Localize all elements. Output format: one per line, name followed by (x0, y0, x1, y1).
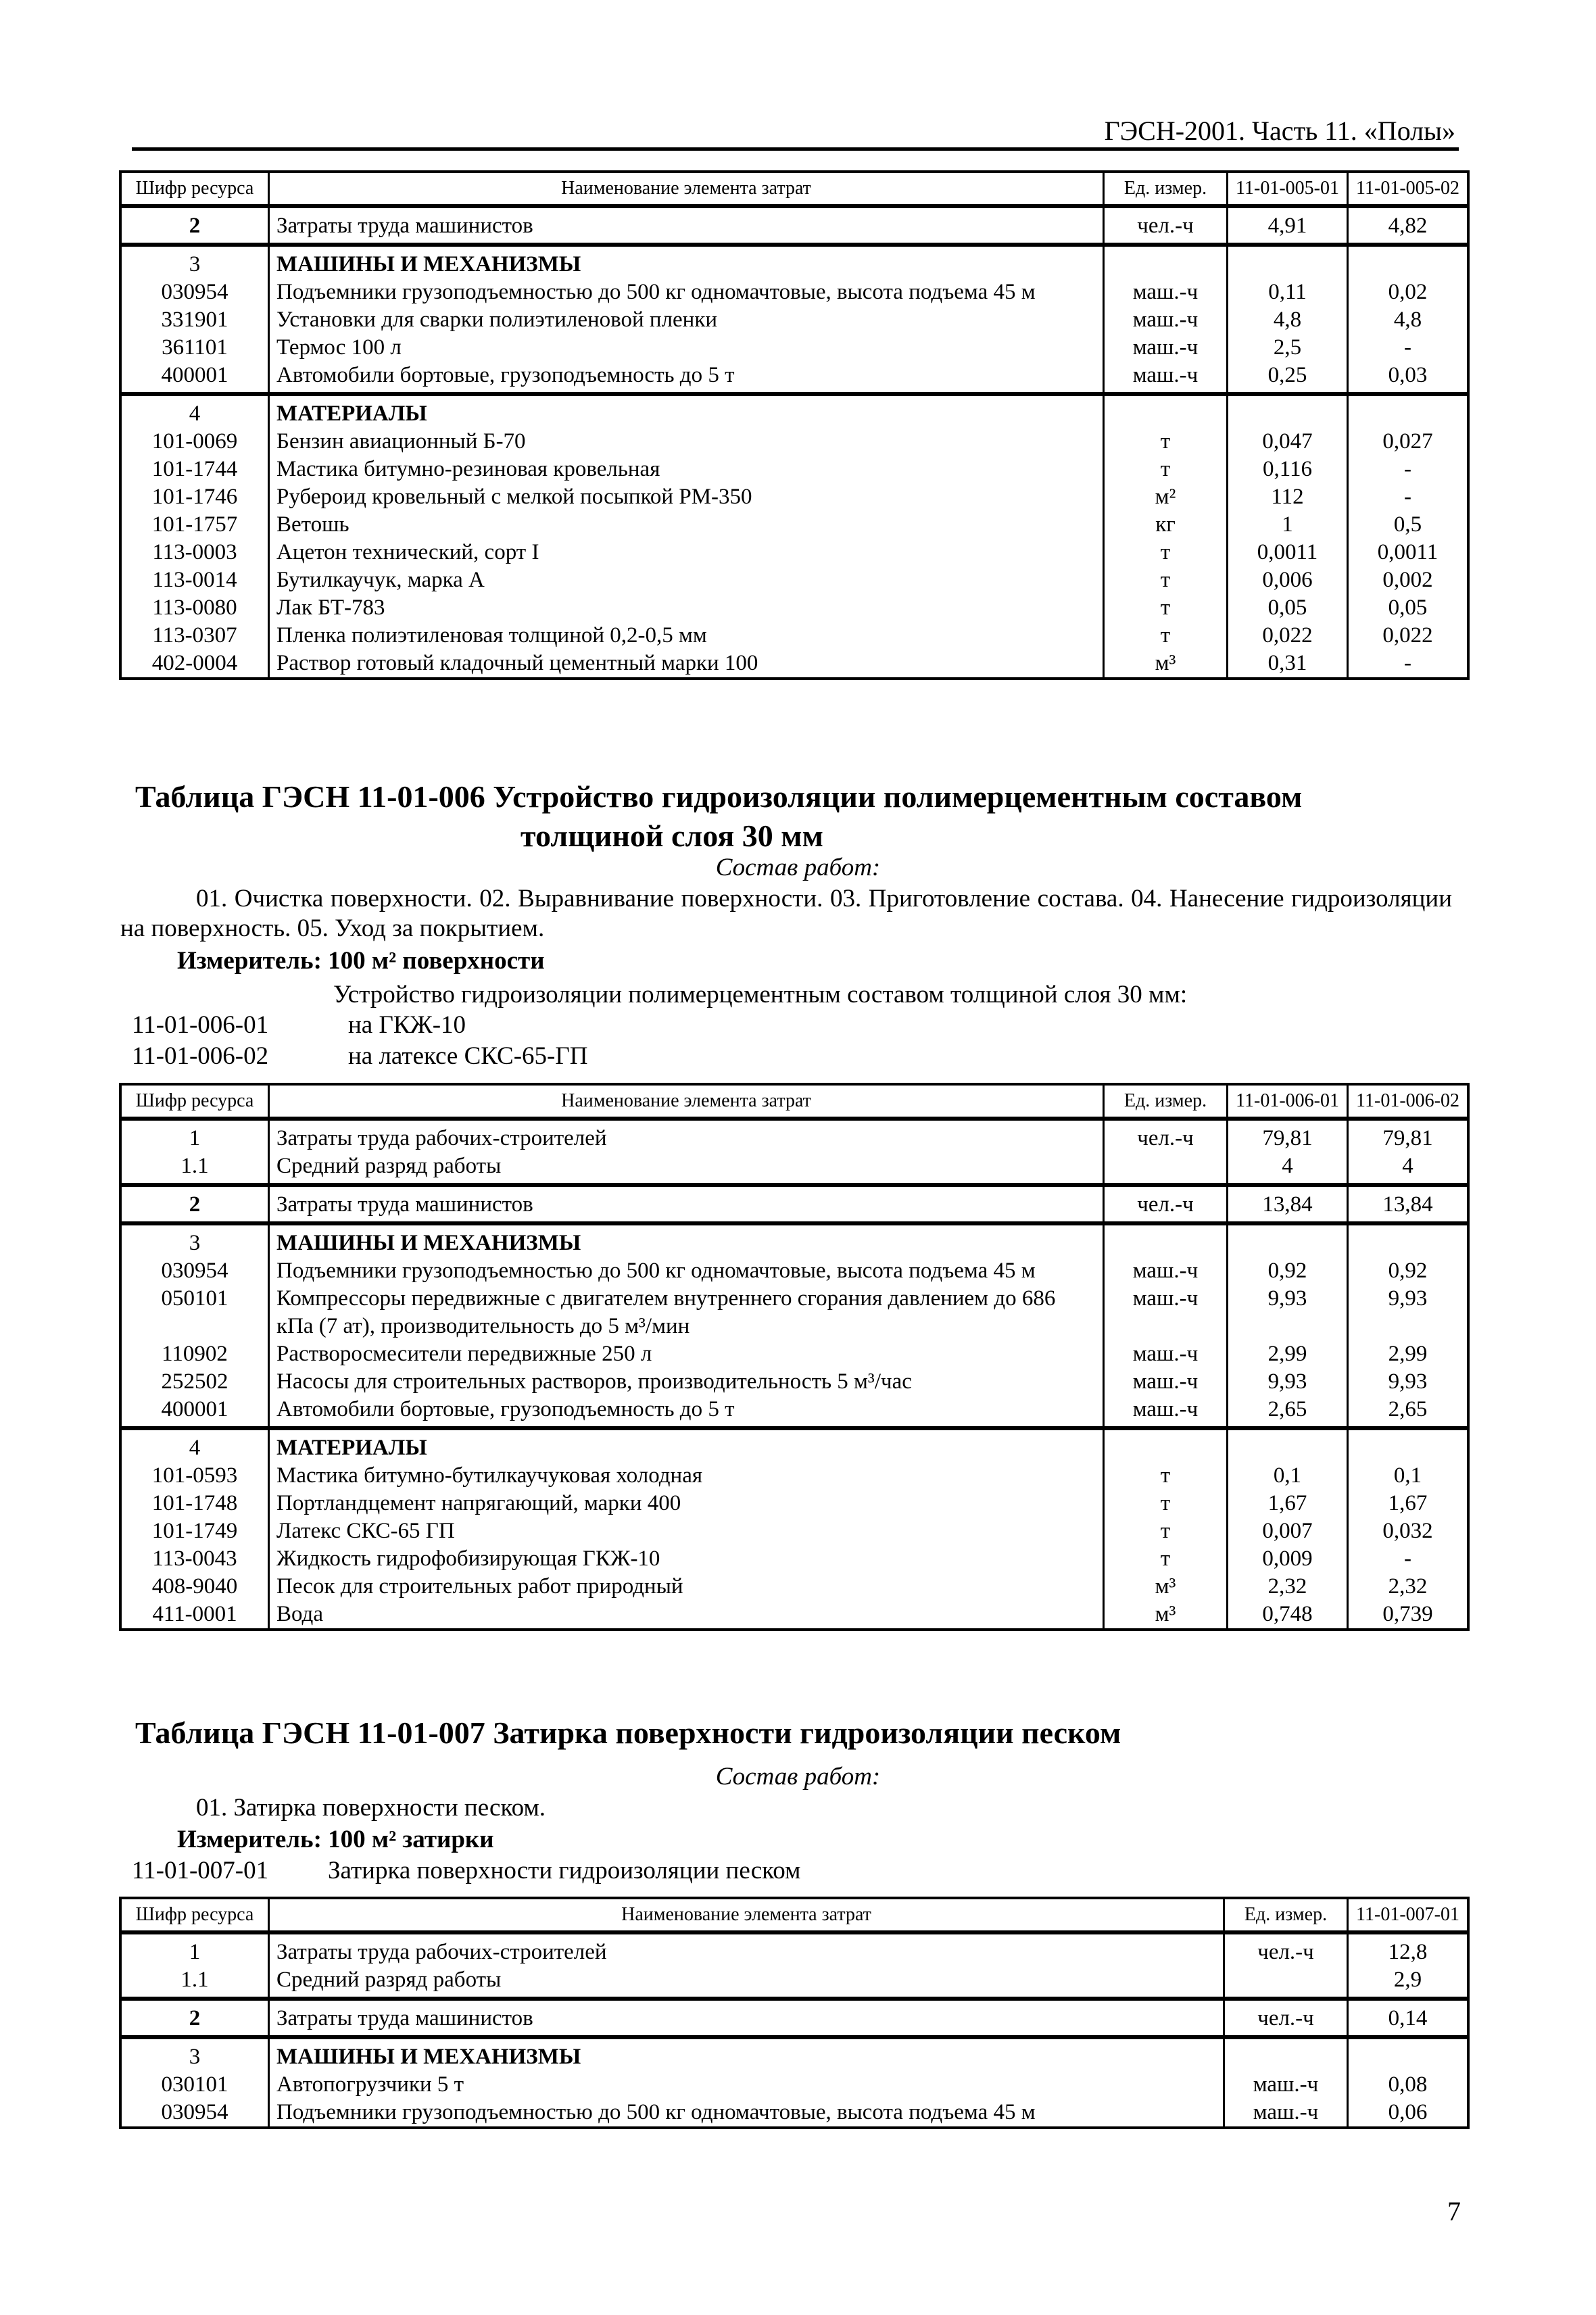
variant-row (132, 1042, 587, 1071)
col-header-unit: Ед. измер. (1224, 1898, 1348, 1932)
cell-code: 4 (120, 1428, 269, 1462)
cell-v2: 0,0011 (1348, 539, 1469, 566)
cell-v1: 0,31 (1228, 650, 1348, 679)
table-row (120, 594, 1468, 622)
cell-v1: 0,009 (1228, 1545, 1348, 1573)
cell-name: Автопогрузчики 5 т (269, 2071, 1224, 2099)
cell-v2: 2,65 (1348, 1396, 1469, 1428)
cell-v2: - (1348, 650, 1469, 679)
variant-label: Затирка поверхности гидроизоляции песком (328, 1857, 801, 1884)
works-description (120, 884, 1452, 944)
cell-name: МАТЕРИАЛЫ (269, 1428, 1104, 1462)
cell-code: 331901 (120, 306, 269, 334)
cell-v2: - (1348, 456, 1469, 483)
cell-v2: 9,93 (1348, 1285, 1469, 1340)
col-header-v2: 11-01-006-02 (1348, 1084, 1469, 1119)
cell-code: 113-0043 (120, 1545, 269, 1573)
cell-code: 101-1748 (120, 1490, 269, 1517)
cell-code: 113-0307 (120, 622, 269, 650)
cell-v1: 0,05 (1228, 594, 1348, 622)
cell-v2: 4,82 (1348, 206, 1469, 245)
works-text: 01. Затирка поверхности песком. (196, 1794, 546, 1822)
cell-v1: 0,11 (1228, 278, 1348, 306)
cell-unit: т (1104, 1462, 1228, 1490)
table-row (120, 2071, 1468, 2099)
cell-name: Лак БТ-783 (269, 594, 1104, 622)
col-header-code: Шифр ресурса (120, 172, 269, 206)
col-header-v2: 11-01-005-02 (1348, 172, 1469, 206)
cell-unit: т (1104, 594, 1228, 622)
cell-name: Мастика битумно-бутилкаучуковая холодная (269, 1462, 1104, 1490)
cell-code: 361101 (120, 334, 269, 362)
table-row (120, 1257, 1468, 1285)
cell-unit (1224, 1966, 1348, 1999)
works-label: Состав работ: (715, 854, 881, 881)
cell-name: Песок для строительных работ природный (269, 1573, 1104, 1601)
header-rule (132, 147, 1459, 151)
cell-unit: маш.-ч (1104, 278, 1228, 306)
table-row (120, 1340, 1468, 1368)
table-row (120, 278, 1468, 306)
table-row (120, 1517, 1468, 1545)
cell-v1: 0,92 (1228, 1257, 1348, 1285)
cell-name: Раствор готовый кладочный цементный марки 100 (269, 650, 1104, 679)
cell-v2: - (1348, 1545, 1469, 1573)
cell-code: 030954 (120, 2099, 269, 2128)
cell-unit: маш.-ч (1104, 1368, 1228, 1396)
cell-v2: 0,022 (1348, 622, 1469, 650)
cell-name: МАШИНЫ И МЕХАНИЗМЫ (269, 2037, 1224, 2071)
cell-name: Жидкость гидрофобизирующая ГКЖ-10 (269, 1545, 1104, 1573)
works-text: 01. Очистка поверхности. 02. Выравнивание поверхности. 03. Приготовление состава. 04. Нанесение гидроизоляции на поверхность. 05. Уход за покрытием. (120, 885, 1452, 942)
cell-unit: кг (1104, 511, 1228, 539)
table-row (120, 456, 1468, 483)
cell-code: 2 (120, 206, 269, 245)
cell-unit: маш.-ч (1224, 2099, 1348, 2128)
works-label: Состав работ: (715, 1763, 881, 1790)
table-row (120, 334, 1468, 362)
running-head: ГЭСН-2001. Часть 11. «Полы» (1104, 116, 1455, 146)
group-row-materials (120, 394, 1468, 428)
cell-v1: 1,67 (1228, 1490, 1348, 1517)
cell-code: 402-0004 (120, 650, 269, 679)
table-row (120, 306, 1468, 334)
cell-name: Подъемники грузоподъемностью до 500 кг одномачтовые, высота подъема 45 м (269, 278, 1104, 306)
cell-name: Автомобили бортовые, грузоподъемность до 5 т (269, 362, 1104, 394)
cell-v2: - (1348, 483, 1469, 511)
cell-name: Компрессоры передвижные с двигателем внутреннего сгорания давлением до 686 кПа (7 ат), производительность до 5 м³/мин (269, 1285, 1104, 1340)
cell-name: Насосы для строительных растворов, производительность 5 м³/час (269, 1368, 1104, 1396)
col-header-code: Шифр ресурса (120, 1898, 269, 1932)
cell-name: Средний разряд работы (269, 1152, 1104, 1185)
table-row (120, 1462, 1468, 1490)
table-row (120, 2099, 1468, 2128)
cell-v2: 0,002 (1348, 566, 1469, 594)
cell-name: Затраты труда рабочих-строителей (269, 1932, 1224, 1966)
cell-name: Ветошь (269, 511, 1104, 539)
table-row (120, 1285, 1468, 1340)
cell-v1: 2,32 (1228, 1573, 1348, 1601)
variant-code: 11-01-006-02 (132, 1042, 269, 1070)
cell-code: 252502 (120, 1368, 269, 1396)
col-header-v1: 11-01-006-01 (1228, 1084, 1348, 1119)
variant-label: на ГКЖ-10 (348, 1011, 466, 1039)
cell-v2: 0,739 (1348, 1601, 1469, 1630)
cell-v2: 0,05 (1348, 594, 1469, 622)
table-row (120, 428, 1468, 456)
cell-v1: 4,91 (1228, 206, 1348, 245)
cell-name: Мастика битумно-резиновая кровельная (269, 456, 1104, 483)
cell-name: Подъемники грузоподъемностью до 500 кг одномачтовые, высота подъема 45 м (269, 1257, 1104, 1285)
measure-unit: Измеритель: 100 м² поверхности (177, 947, 545, 975)
cell-v2: - (1348, 334, 1469, 362)
page-number: 7 (1447, 2196, 1461, 2226)
cell-v2: 2,32 (1348, 1573, 1469, 1601)
cell-unit: чел.-ч (1104, 1185, 1228, 1223)
cell-code: 101-0069 (120, 428, 269, 456)
variant-code: 11-01-006-01 (132, 1011, 269, 1039)
cell-v2: 0,02 (1348, 278, 1469, 306)
table-row (120, 1152, 1468, 1185)
cell-unit (1104, 1152, 1228, 1185)
cell-v1: 112 (1228, 483, 1348, 511)
cell-code: 1 (120, 1932, 269, 1966)
cell-code: 101-1746 (120, 483, 269, 511)
cell-name: Затраты труда машинистов (269, 1999, 1224, 2037)
cell-name: МАШИНЫ И МЕХАНИЗМЫ (269, 1223, 1104, 1257)
cell-v1: 0,047 (1228, 428, 1348, 456)
group-row-machines (120, 1223, 1468, 1257)
cell-code: 2 (120, 1185, 269, 1223)
cell-unit: маш.-ч (1104, 362, 1228, 394)
cell-code: 113-0014 (120, 566, 269, 594)
cell-name: Термос 100 л (269, 334, 1104, 362)
cell-v1: 0,06 (1348, 2099, 1469, 2128)
cell-v2: 1,67 (1348, 1490, 1469, 1517)
cell-v1: 13,84 (1228, 1185, 1348, 1223)
cell-code: 408-9040 (120, 1573, 269, 1601)
cell-unit: т (1104, 622, 1228, 650)
table-row (120, 1185, 1468, 1223)
title-line-2: толщиной слоя 30 мм (521, 819, 823, 853)
cell-name: Средний разряд работы (269, 1966, 1224, 1999)
cell-unit: т (1104, 428, 1228, 456)
cell-code: 101-1749 (120, 1517, 269, 1545)
variant-code: 11-01-007-01 (132, 1857, 269, 1884)
cell-v1: 0,14 (1348, 1999, 1469, 2037)
cell-unit: т (1104, 1545, 1228, 1573)
cell-v1: 0,022 (1228, 622, 1348, 650)
cell-unit: т (1104, 1490, 1228, 1517)
cell-unit: маш.-ч (1104, 1285, 1228, 1340)
cell-code: 113-0080 (120, 594, 269, 622)
table-11-01-005 (119, 170, 1470, 680)
cell-name: Бензин авиационный Б-70 (269, 428, 1104, 456)
table-row (120, 206, 1468, 245)
table-row (120, 1601, 1468, 1630)
col-header-name: Наименование элемента затрат (269, 172, 1104, 206)
cell-code: 101-0593 (120, 1462, 269, 1490)
variant-row (132, 1856, 800, 1885)
col-header-code: Шифр ресурса (120, 1084, 269, 1119)
cell-code: 3 (120, 1223, 269, 1257)
cell-v1: 1 (1228, 511, 1348, 539)
table-row (120, 1999, 1468, 2037)
group-row-machines (120, 245, 1468, 278)
cell-name: Бутилкаучук, марка А (269, 566, 1104, 594)
cell-unit: маш.-ч (1104, 334, 1228, 362)
col-header-unit: Ед. измер. (1104, 1084, 1228, 1119)
table-11-01-006 (119, 1083, 1470, 1631)
col-header-name: Наименование элемента затрат (269, 1084, 1104, 1119)
table-row (120, 1573, 1468, 1601)
table-row (120, 1490, 1468, 1517)
cell-name: Растворосмесители передвижные 250 л (269, 1340, 1104, 1368)
cell-name: Латекс СКС-65 ГП (269, 1517, 1104, 1545)
cell-code: 1 (120, 1119, 269, 1152)
col-header-unit: Ед. измер. (1104, 172, 1228, 206)
table-row (120, 566, 1468, 594)
table-row (120, 1119, 1468, 1152)
cell-name: Рубероид кровельный с мелкой посыпкой РМ-350 (269, 483, 1104, 511)
cell-unit: т (1104, 456, 1228, 483)
cell-name: Вода (269, 1601, 1104, 1630)
cell-code: 3 (120, 2037, 269, 2071)
table-row (120, 1545, 1468, 1573)
cell-unit: чел.-ч (1224, 1999, 1348, 2037)
measure-unit: Измеритель: 100 м² затирки (177, 1826, 494, 1853)
cell-v1: 2,5 (1228, 334, 1348, 362)
cell-v1: 0,25 (1228, 362, 1348, 394)
cell-code: 050101 (120, 1285, 269, 1340)
cell-code: 101-1744 (120, 456, 269, 483)
table-row (120, 622, 1468, 650)
cell-code: 101-1757 (120, 511, 269, 539)
cell-unit: т (1104, 539, 1228, 566)
table-row (120, 1368, 1468, 1396)
cell-v1: 0,007 (1228, 1517, 1348, 1545)
cell-unit: чел.-ч (1104, 206, 1228, 245)
cell-v2: 0,1 (1348, 1462, 1469, 1490)
cell-v1: 0,116 (1228, 456, 1348, 483)
cell-v2: 0,5 (1348, 511, 1469, 539)
works-description (120, 1793, 1452, 1823)
cell-code: 400001 (120, 1396, 269, 1428)
col-header-v1: 11-01-007-01 (1348, 1898, 1469, 1932)
variant-row (132, 1010, 466, 1040)
cell-unit: м³ (1104, 650, 1228, 679)
cell-code: 030954 (120, 278, 269, 306)
cell-v1: 9,93 (1228, 1285, 1348, 1340)
cell-name: Портландцемент напрягающий, марки 400 (269, 1490, 1104, 1517)
table-title-007: Таблица ГЭСН 11-01-007 Затирка поверхности гидроизоляции песком (135, 1715, 1121, 1750)
cell-v2: 0,92 (1348, 1257, 1469, 1285)
cell-v1: 9,93 (1228, 1368, 1348, 1396)
cell-unit: чел.-ч (1224, 1932, 1348, 1966)
group-row-materials (120, 1428, 1468, 1462)
cell-code: 411-0001 (120, 1601, 269, 1630)
cell-name: Затраты труда машинистов (269, 206, 1104, 245)
cell-v1: 2,9 (1348, 1966, 1469, 1999)
col-header-v1: 11-01-005-01 (1228, 172, 1348, 206)
cell-v1: 2,99 (1228, 1340, 1348, 1368)
cell-code: 2 (120, 1999, 269, 2037)
cell-unit: м³ (1104, 1601, 1228, 1630)
cell-unit: маш.-ч (1104, 1396, 1228, 1428)
variant-label: на латексе СКС-65-ГП (348, 1042, 588, 1070)
cell-code: 113-0003 (120, 539, 269, 566)
cell-v1: 0,08 (1348, 2071, 1469, 2099)
cell-v1: 0,1 (1228, 1462, 1348, 1490)
table-row (120, 650, 1468, 679)
title-line-1: Таблица ГЭСН 11-01-006 Устройство гидроизоляции полимерцементным составом (135, 779, 1303, 814)
cell-unit: чел.-ч (1104, 1119, 1228, 1152)
cell-v2: 4,8 (1348, 306, 1469, 334)
table-title-006 (135, 777, 1460, 856)
cell-name: Ацетон технический, сорт I (269, 539, 1104, 566)
cell-v1: 4 (1228, 1152, 1348, 1185)
variants-caption: Устройство гидроизоляции полимерцементным составом толщиной слоя 30 мм: (333, 981, 1188, 1008)
group-row-machines (120, 2037, 1468, 2071)
cell-code: 030101 (120, 2071, 269, 2099)
col-header-name: Наименование элемента затрат (269, 1898, 1224, 1932)
cell-v1: 2,65 (1228, 1396, 1348, 1428)
cell-v2: 0,027 (1348, 428, 1469, 456)
table-row (120, 1966, 1468, 1999)
cell-name: Затраты труда рабочих-строителей (269, 1119, 1104, 1152)
cell-code: 1.1 (120, 1152, 269, 1185)
cell-v2: 4 (1348, 1152, 1469, 1185)
cell-name: Пленка полиэтиленовая толщиной 0,2-0,5 мм (269, 622, 1104, 650)
cell-code: 030954 (120, 1257, 269, 1285)
cell-unit: маш.-ч (1104, 1340, 1228, 1368)
cell-v2: 13,84 (1348, 1185, 1469, 1223)
cell-v2: 0,03 (1348, 362, 1469, 394)
cell-code: 4 (120, 394, 269, 428)
table-row (120, 1396, 1468, 1428)
cell-v1: 79,81 (1228, 1119, 1348, 1152)
table-row (120, 539, 1468, 566)
cell-v2: 79,81 (1348, 1119, 1469, 1152)
cell-unit: т (1104, 566, 1228, 594)
table-row (120, 362, 1468, 394)
cell-v1: 4,8 (1228, 306, 1348, 334)
cell-name: Подъемники грузоподъемностью до 500 кг одномачтовые, высота подъема 45 м (269, 2099, 1224, 2128)
cell-unit: маш.-ч (1224, 2071, 1348, 2099)
cell-code: 3 (120, 245, 269, 278)
cell-name: Установки для сварки полиэтиленовой пленки (269, 306, 1104, 334)
cell-name: МАТЕРИАЛЫ (269, 394, 1104, 428)
cell-name: МАШИНЫ И МЕХАНИЗМЫ (269, 245, 1104, 278)
table-11-01-007 (119, 1897, 1470, 2129)
cell-v1: 0,748 (1228, 1601, 1348, 1630)
table-row (120, 511, 1468, 539)
cell-code: 1.1 (120, 1966, 269, 1999)
table-row (120, 1932, 1468, 1966)
cell-v1: 12,8 (1348, 1932, 1469, 1966)
cell-v2: 9,93 (1348, 1368, 1469, 1396)
cell-name: Затраты труда машинистов (269, 1185, 1104, 1223)
cell-unit: м² (1104, 483, 1228, 511)
cell-name: Автомобили бортовые, грузоподъемность до 5 т (269, 1396, 1104, 1428)
cell-v1: 0,006 (1228, 566, 1348, 594)
cell-v2: 0,032 (1348, 1517, 1469, 1545)
cell-code: 110902 (120, 1340, 269, 1368)
cell-unit: м³ (1104, 1573, 1228, 1601)
cell-unit: маш.-ч (1104, 306, 1228, 334)
table-row (120, 483, 1468, 511)
cell-unit: т (1104, 1517, 1228, 1545)
cell-v1: 0,0011 (1228, 539, 1348, 566)
cell-code: 400001 (120, 362, 269, 394)
cell-unit: маш.-ч (1104, 1257, 1228, 1285)
cell-v2: 2,99 (1348, 1340, 1469, 1368)
